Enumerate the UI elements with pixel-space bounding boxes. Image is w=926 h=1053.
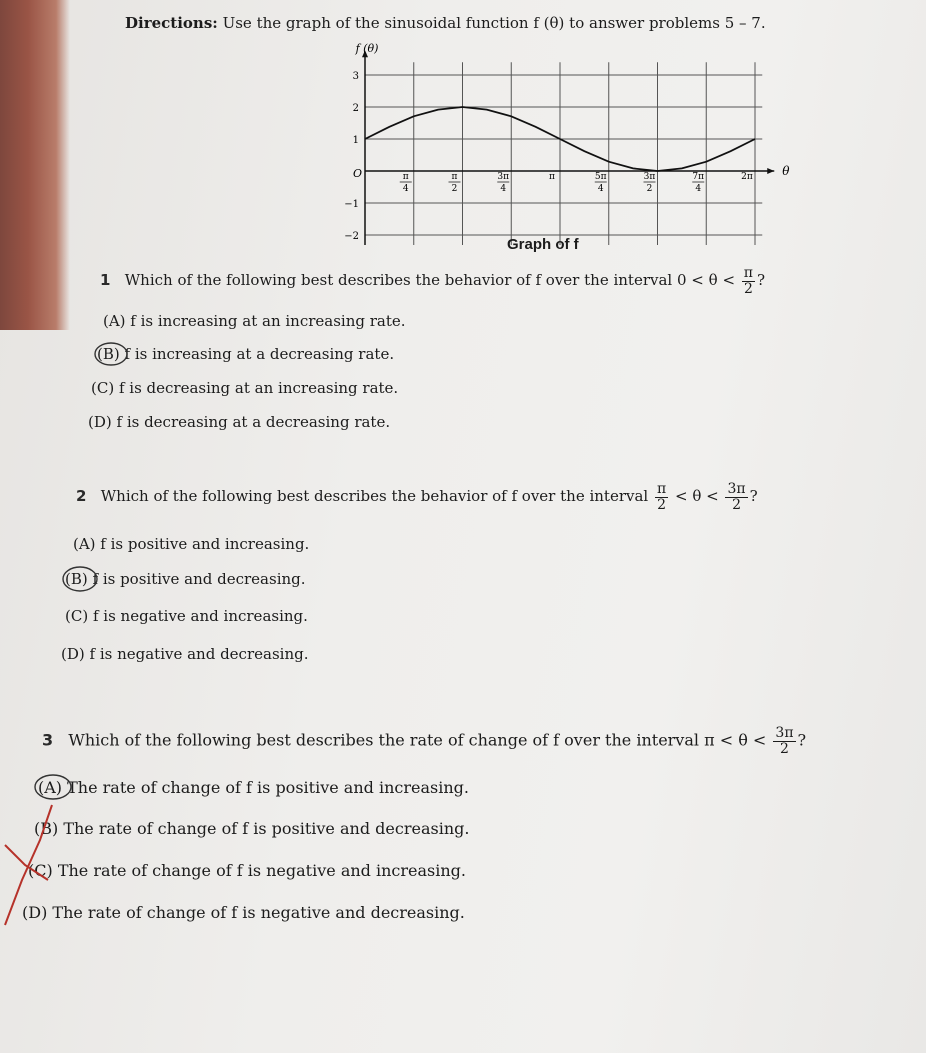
graph-title: Graph of f	[507, 236, 579, 253]
q1-option-c[interactable]: (C) f is decreasing at an increasing rate.	[91, 379, 399, 397]
fraction-numerator: 3π	[775, 725, 794, 741]
fraction-denominator: 2	[657, 496, 667, 513]
directions-label: Directions:	[125, 14, 218, 32]
x-tick-denominator: 4	[597, 184, 604, 194]
x-tick-numerator: π	[402, 172, 409, 182]
interval-middle: < θ <	[674, 487, 719, 506]
x-tick-numerator: 3π	[497, 172, 510, 182]
fraction-denominator: 2	[743, 280, 753, 297]
interval-left: 0 < θ <	[677, 271, 736, 290]
x-tick-label: π	[549, 172, 555, 182]
origin-label: O	[353, 167, 363, 180]
question-number: 1	[100, 271, 111, 290]
x-tick-numerator: 5π	[594, 172, 607, 182]
question-number: 3	[42, 730, 54, 750]
y-tick-label: −1	[344, 199, 359, 210]
question-mark: ?	[749, 487, 758, 506]
x-tick-denominator: 2	[451, 184, 458, 194]
x-tick-denominator: 4	[695, 184, 702, 194]
q1-option-a[interactable]: (A) f is increasing at an increasing rate.	[103, 312, 406, 330]
red-cross-stroke	[5, 845, 48, 880]
fraction-numerator: 3π	[727, 481, 746, 497]
question-text: Which of the following best describes the behavior of f over the interval	[100, 487, 649, 506]
question-mark: ?	[797, 730, 807, 750]
q1-option-b[interactable]: (B) f is increasing at a decreasing rate.	[97, 345, 395, 363]
x-tick-denominator: 2	[646, 184, 653, 194]
x-tick-numerator: 3π	[643, 172, 656, 182]
q1-option-d[interactable]: (D) f is decreasing at a decreasing rate.	[88, 413, 391, 431]
q3-option-a[interactable]: (A) The rate of change of f is positive and increasing.	[38, 778, 469, 797]
x-tick-denominator: 4	[500, 184, 507, 194]
red-check-stroke	[5, 805, 52, 925]
x-tick-numerator: 7π	[692, 172, 705, 182]
q2-option-b[interactable]: (B) f is positive and decreasing.	[65, 570, 306, 588]
y-tick-label: −2	[344, 231, 359, 242]
q2-option-d[interactable]: (D) f is negative and decreasing.	[61, 645, 309, 663]
y-axis-label: f (θ)	[355, 42, 379, 55]
circle-mark-q3-a	[35, 775, 71, 799]
q3-option-b[interactable]: (B) The rate of change of f is positive and decreasing.	[34, 819, 470, 838]
q2-option-a[interactable]: (A) f is positive and increasing.	[73, 535, 310, 553]
fraction-numerator: π	[743, 265, 753, 281]
fraction-denominator: 2	[732, 496, 741, 513]
y-tick-label: 3	[352, 71, 359, 82]
y-tick-label: 1	[352, 135, 359, 146]
x-tick-label: 2π	[741, 172, 753, 182]
circle-mark-q1-b	[95, 343, 127, 365]
q2-option-c[interactable]: (C) f is negative and increasing.	[65, 607, 308, 625]
y-tick-label: 2	[352, 103, 359, 114]
x-tick-denominator: 4	[402, 184, 409, 194]
fraction-denominator: 2	[780, 740, 789, 757]
x-tick-numerator: π	[451, 172, 458, 182]
interval-left: π < θ <	[704, 730, 767, 750]
x-axis-label: θ	[782, 164, 790, 178]
question-text: Which of the following best describes the rate of change of f over the interval	[68, 730, 699, 750]
question-mark: ?	[757, 271, 766, 290]
q3-option-c[interactable]: (C) The rate of change of f is negative and increasing.	[28, 861, 466, 880]
question-text: Which of the following best describes the behavior of f over the interval	[124, 271, 673, 290]
directions-text: Use the graph of the sinusoidal function f (θ) to answer problems 5 – 7.	[222, 14, 766, 32]
question-number: 2	[76, 487, 87, 506]
q3-option-d[interactable]: (D) The rate of change of f is negative and decreasing.	[22, 903, 465, 922]
circle-mark-q2-b	[63, 567, 97, 591]
fraction-numerator: π	[657, 481, 667, 497]
